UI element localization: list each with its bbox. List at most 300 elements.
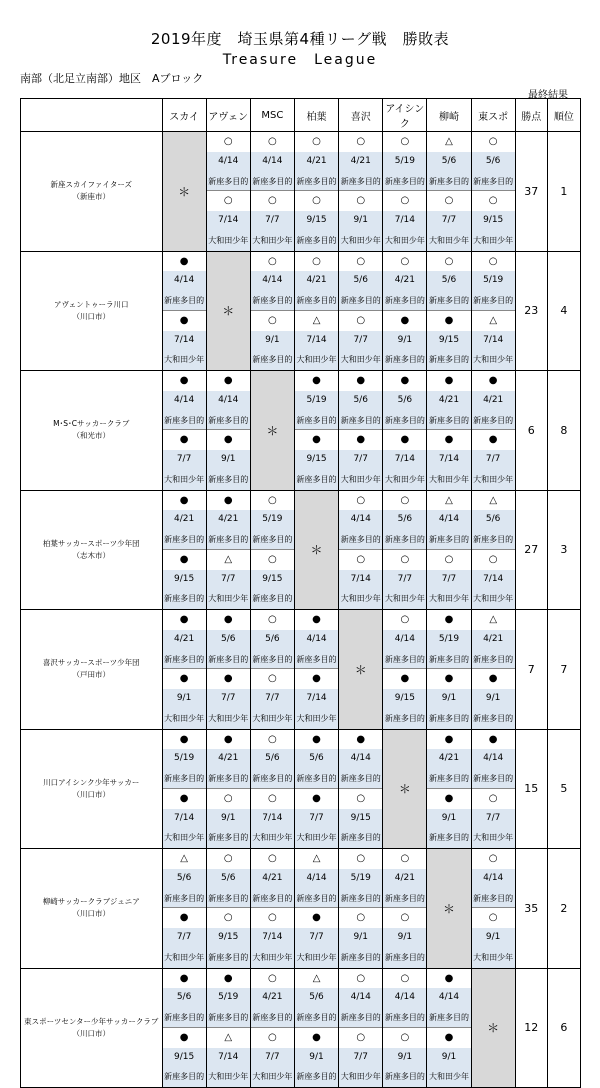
date-first-leg: 4/14 <box>339 749 382 769</box>
result-first-leg: ● <box>312 733 321 745</box>
venue-first-leg: 新座多目的 <box>383 291 426 311</box>
date-second-leg: 7/14 <box>383 211 426 231</box>
date-first-leg: 4/21 <box>163 510 206 530</box>
result-second-leg: ○ <box>268 673 277 685</box>
result-second-leg: ● <box>223 434 233 446</box>
result-first-leg: △ <box>445 494 453 506</box>
venue-first-leg: 新座多目的 <box>251 769 294 789</box>
result-first-leg: △ <box>180 853 188 864</box>
date-first-leg: 5/19 <box>295 391 338 411</box>
result-second-leg: ● <box>444 434 454 446</box>
self-match-cell: ＊ <box>427 849 471 969</box>
venue-second-leg: 新座多目的 <box>339 948 382 968</box>
result-second-leg: ○ <box>356 792 366 804</box>
match-cell <box>250 251 294 371</box>
venue-first-leg: 新座多目的 <box>339 530 382 550</box>
date-second-leg: 9/1 <box>295 1048 338 1068</box>
result-second-leg: ○ <box>488 912 498 924</box>
venue-first-leg: 新座多目的 <box>251 650 294 670</box>
result-first-leg: ● <box>356 733 366 745</box>
result-first-leg: ○ <box>268 255 277 267</box>
venue-second-leg: 大和田少年 <box>427 470 470 490</box>
match-cell <box>294 968 338 1088</box>
venue-first-leg: 新座多目的 <box>295 1008 338 1028</box>
match-cell <box>383 968 427 1088</box>
date-first-leg: 4/14 <box>251 271 294 291</box>
rank-cell: 7 <box>547 610 580 730</box>
venue-first-leg: 新座多目的 <box>383 530 426 550</box>
column-header-opponent: アイシンク <box>383 99 427 132</box>
venue-first-leg: 新座多目的 <box>427 769 470 789</box>
result-second-leg: ○ <box>223 912 233 924</box>
final-result-label: 最終結果 <box>528 90 568 101</box>
date-first-leg: 4/14 <box>383 988 426 1008</box>
date-first-leg: 4/14 <box>163 271 206 291</box>
points-cell: 23 <box>515 251 547 371</box>
date-first-leg: 4/21 <box>427 391 470 411</box>
result-first-leg: ○ <box>268 972 277 984</box>
team-name-cell <box>21 132 163 252</box>
team-name: 新座スカイファイターズ <box>50 180 133 190</box>
venue-first-leg: 新座多目的 <box>472 291 515 311</box>
match-cell <box>471 132 515 252</box>
venue-first-leg: 新座多目的 <box>427 291 470 311</box>
date-second-leg: 9/1 <box>207 809 250 829</box>
page-subtitle: Treasure League <box>222 52 378 68</box>
date-second-leg: 7/7 <box>427 570 470 590</box>
date-second-leg: 9/1 <box>472 928 515 948</box>
date-first-leg: 4/21 <box>339 152 382 172</box>
result-first-leg: ○ <box>268 733 277 745</box>
venue-first-leg: 新座多目的 <box>339 411 382 431</box>
result-second-leg: ● <box>444 1031 454 1043</box>
result-second-leg: ● <box>488 673 498 685</box>
date-second-leg: 7/7 <box>339 331 382 351</box>
date-second-leg: 7/14 <box>383 450 426 470</box>
venue-first-leg: 新座多目的 <box>163 650 206 670</box>
venue-second-leg: 大和田少年 <box>295 709 338 729</box>
match-cell <box>294 729 338 849</box>
venue-second-leg: 大和田少年 <box>472 231 515 251</box>
date-second-leg: 7/7 <box>207 689 250 709</box>
match-cell <box>471 490 515 610</box>
team-name-cell <box>21 849 163 969</box>
date-first-leg: 4/21 <box>383 271 426 291</box>
team-city: （和光市） <box>72 431 110 441</box>
date-first-leg: 5/19 <box>163 749 206 769</box>
result-first-leg: △ <box>489 494 498 506</box>
result-first-leg: ○ <box>312 136 321 147</box>
venue-first-leg: 新座多目的 <box>339 769 382 789</box>
result-first-leg: ○ <box>400 972 410 984</box>
date-second-leg: 7/7 <box>163 928 206 948</box>
venue-second-leg: 大和田少年 <box>207 709 250 729</box>
date-first-leg: 4/21 <box>207 510 250 530</box>
result-second-leg: △ <box>224 1031 233 1043</box>
date-second-leg: 9/1 <box>339 211 382 231</box>
table-row <box>21 849 581 969</box>
match-cell <box>294 610 338 730</box>
match-cell <box>294 371 338 491</box>
result-first-leg: ○ <box>356 136 366 147</box>
result-first-leg: ● <box>488 733 498 745</box>
points-cell: 7 <box>515 610 547 730</box>
venue-first-leg: 新座多目的 <box>163 1008 206 1028</box>
table-body <box>21 132 581 1088</box>
self-match-cell: ＊ <box>250 371 294 491</box>
result-second-leg: △ <box>224 553 233 565</box>
match-cell <box>471 371 515 491</box>
result-first-leg: ● <box>444 614 454 625</box>
self-match-cell: ＊ <box>471 968 515 1088</box>
date-first-leg: 5/19 <box>472 271 515 291</box>
venue-second-leg: 新座多目的 <box>383 709 426 729</box>
venue-second-leg: 大和田少年 <box>339 470 382 490</box>
venue-first-leg: 新座多目的 <box>472 172 515 192</box>
result-first-leg: ● <box>179 255 189 267</box>
date-second-leg: 9/15 <box>207 928 250 948</box>
date-second-leg: 9/15 <box>163 570 206 590</box>
date-second-leg: 9/15 <box>251 570 294 590</box>
venue-second-leg: 大和田少年 <box>163 948 206 968</box>
team-name-cell <box>21 729 163 849</box>
result-first-leg: ○ <box>400 255 410 267</box>
venue-first-leg: 新座多目的 <box>339 1008 382 1028</box>
date-second-leg: 7/14 <box>163 331 206 351</box>
date-second-leg: 7/7 <box>339 1048 382 1068</box>
venue-second-leg: 新座多目的 <box>251 350 294 370</box>
league-table <box>20 98 581 1088</box>
region-label: 南部（北足立南部）地区 Aブロック <box>20 72 204 85</box>
result-second-leg: ○ <box>268 1031 277 1043</box>
date-second-leg: 9/15 <box>163 1048 206 1068</box>
rank-cell: 4 <box>547 251 580 371</box>
date-first-leg: 4/14 <box>295 869 338 889</box>
venue-second-leg: 大和田少年 <box>472 589 515 609</box>
match-cell <box>250 132 294 252</box>
venue-first-leg: 新座多目的 <box>163 291 206 311</box>
result-first-leg: ○ <box>268 853 277 864</box>
date-first-leg: 4/21 <box>472 391 515 411</box>
match-cell <box>383 371 427 491</box>
date-first-leg: 4/14 <box>207 391 250 411</box>
result-second-leg: ○ <box>488 553 498 565</box>
date-first-leg: 4/21 <box>427 749 470 769</box>
date-first-leg: 5/6 <box>251 749 294 769</box>
date-second-leg: 9/15 <box>295 211 338 231</box>
match-cell <box>206 968 250 1088</box>
result-first-leg: ○ <box>223 853 233 864</box>
result-first-leg: ● <box>223 614 233 625</box>
result-first-leg: ● <box>179 494 189 506</box>
result-first-leg: ● <box>356 375 366 386</box>
date-second-leg: 9/1 <box>207 450 250 470</box>
venue-second-leg: 大和田少年 <box>472 350 515 370</box>
result-first-leg: ○ <box>356 255 366 267</box>
column-header-opponent: 柳崎 <box>427 99 471 132</box>
result-second-leg: ● <box>312 1031 321 1043</box>
venue-second-leg: 大和田少年 <box>163 470 206 490</box>
points-cell: 6 <box>515 371 547 491</box>
date-second-leg: 7/7 <box>251 211 294 231</box>
venue-second-leg: 新座多目的 <box>339 828 382 848</box>
venue-first-leg: 新座多目的 <box>251 291 294 311</box>
date-second-leg: 7/14 <box>163 809 206 829</box>
date-first-leg: 4/21 <box>383 869 426 889</box>
column-header-points: 勝点 <box>515 99 547 132</box>
venue-second-leg: 新座多目的 <box>207 828 250 848</box>
result-second-leg: ● <box>312 673 321 685</box>
date-first-leg: 5/6 <box>207 869 250 889</box>
venue-second-leg: 大和田少年 <box>295 350 338 370</box>
venue-first-leg: 新座多目的 <box>383 650 426 670</box>
result-second-leg: ○ <box>400 553 410 565</box>
match-cell <box>383 849 427 969</box>
venue-second-leg: 大和田少年 <box>472 828 515 848</box>
venue-first-leg: 新座多目的 <box>383 1008 426 1028</box>
date-second-leg: 9/1 <box>472 689 515 709</box>
table-row <box>21 251 581 371</box>
venue-first-leg: 新座多目的 <box>207 1008 250 1028</box>
result-first-leg: ● <box>312 614 321 625</box>
team-name: 柏葉サッカースポーツ少年団 <box>42 538 140 548</box>
venue-second-leg: 大和田少年 <box>163 828 206 848</box>
result-second-leg: ○ <box>400 195 410 207</box>
date-first-leg: 4/14 <box>339 510 382 530</box>
venue-second-leg: 大和田少年 <box>339 1067 382 1087</box>
self-match-cell: ＊ <box>206 251 250 371</box>
match-cell <box>427 132 471 252</box>
venue-second-leg: 大和田少年 <box>339 589 382 609</box>
venue-second-leg: 大和田少年 <box>427 589 470 609</box>
column-header-opponent: アヴェン <box>206 99 250 132</box>
venue-first-leg: 新座多目的 <box>207 530 250 550</box>
date-second-leg: 9/15 <box>427 331 470 351</box>
venue-first-leg: 新座多目的 <box>163 769 206 789</box>
result-second-leg: ● <box>400 673 410 685</box>
date-first-leg: 5/6 <box>383 391 426 411</box>
date-first-leg: 5/6 <box>251 630 294 650</box>
result-second-leg: ○ <box>488 195 498 207</box>
venue-second-leg: 新座多目的 <box>207 948 250 968</box>
result-first-leg: ● <box>179 375 189 386</box>
date-first-leg: 5/6 <box>339 391 382 411</box>
result-second-leg: ● <box>179 912 189 924</box>
venue-second-leg: 大和田少年 <box>383 470 426 490</box>
match-cell <box>339 968 383 1088</box>
match-cell <box>206 729 250 849</box>
venue-second-leg: 新座多目的 <box>427 709 470 729</box>
date-second-leg: 9/1 <box>427 809 470 829</box>
date-second-leg: 9/1 <box>427 1048 470 1068</box>
date-second-leg: 9/1 <box>163 689 206 709</box>
corner-cell <box>21 99 163 132</box>
result-second-leg: ○ <box>268 553 277 565</box>
match-cell <box>294 849 338 969</box>
table-row <box>21 610 581 730</box>
result-second-leg: ○ <box>444 553 454 565</box>
venue-first-leg: 新座多目的 <box>207 650 250 670</box>
venue-first-leg: 新座多目的 <box>339 172 382 192</box>
venue-first-leg: 新座多目的 <box>427 411 470 431</box>
points-cell: 35 <box>515 849 547 969</box>
team-city: （新座市） <box>72 192 110 202</box>
match-cell <box>206 132 250 252</box>
venue-first-leg: 新座多目的 <box>383 411 426 431</box>
date-second-leg: 7/14 <box>339 570 382 590</box>
venue-first-leg: 新座多目的 <box>251 530 294 550</box>
result-second-leg: ● <box>488 434 498 446</box>
date-second-leg: 9/1 <box>383 928 426 948</box>
date-first-leg: 4/14 <box>427 510 470 530</box>
result-first-leg: ○ <box>268 494 277 506</box>
date-first-leg: 5/19 <box>251 510 294 530</box>
venue-first-leg: 新座多目的 <box>295 769 338 789</box>
venue-second-leg: 大和田少年 <box>295 948 338 968</box>
date-first-leg: 5/6 <box>295 988 338 1008</box>
match-cell <box>339 132 383 252</box>
date-first-leg: 4/21 <box>163 630 206 650</box>
date-first-leg: 4/21 <box>295 271 338 291</box>
date-first-leg: 5/19 <box>427 630 470 650</box>
result-first-leg: ● <box>444 972 454 984</box>
venue-first-leg: 新座多目的 <box>472 889 515 909</box>
match-cell <box>427 610 471 730</box>
match-cell <box>250 490 294 610</box>
date-first-leg: 4/14 <box>472 869 515 889</box>
result-second-leg: ○ <box>488 792 498 804</box>
date-first-leg: 5/19 <box>207 988 250 1008</box>
date-second-leg: 7/7 <box>295 809 338 829</box>
venue-second-leg: 大和田少年 <box>427 1067 470 1087</box>
date-second-leg: 7/14 <box>427 450 470 470</box>
match-cell <box>250 729 294 849</box>
match-cell <box>339 490 383 610</box>
result-second-leg: ● <box>179 673 189 685</box>
result-second-leg: ● <box>223 673 233 685</box>
date-second-leg: 7/14 <box>295 331 338 351</box>
venue-second-leg: 大和田少年 <box>251 948 294 968</box>
date-first-leg: 5/6 <box>383 510 426 530</box>
table-row <box>21 490 581 610</box>
result-second-leg: ● <box>400 314 410 326</box>
date-second-leg: 9/15 <box>295 450 338 470</box>
match-cell <box>250 610 294 730</box>
result-first-leg: ● <box>444 375 454 386</box>
team-city: （川口市） <box>72 789 110 799</box>
date-second-leg: 9/1 <box>427 689 470 709</box>
venue-second-leg: 大和田少年 <box>163 709 206 729</box>
venue-first-leg: 新座多目的 <box>339 291 382 311</box>
venue-first-leg: 新座多目的 <box>207 411 250 431</box>
match-cell <box>383 132 427 252</box>
date-first-leg: 5/6 <box>339 271 382 291</box>
match-cell <box>339 729 383 849</box>
date-first-leg: 5/6 <box>472 510 515 530</box>
result-first-leg: △ <box>312 972 321 984</box>
result-second-leg: ● <box>444 792 454 804</box>
points-cell: 12 <box>515 968 547 1088</box>
date-first-leg: 4/14 <box>383 630 426 650</box>
date-second-leg: 7/7 <box>295 928 338 948</box>
venue-second-leg: 大和田少年 <box>207 1067 250 1087</box>
venue-first-leg: 新座多目的 <box>207 172 250 192</box>
match-cell <box>471 849 515 969</box>
venue-second-leg: 新座多目的 <box>383 1067 426 1087</box>
result-first-leg: ● <box>444 733 454 745</box>
table-row <box>21 968 581 1088</box>
venue-first-leg: 新座多目的 <box>472 650 515 670</box>
column-header-opponent: 東スポ <box>471 99 515 132</box>
result-first-leg: ● <box>223 972 233 984</box>
team-name-cell <box>21 251 163 371</box>
rank-cell: 5 <box>547 729 580 849</box>
self-match-cell: ＊ <box>162 132 206 252</box>
header-row <box>21 99 581 132</box>
venue-second-leg: 大和田少年 <box>251 1067 294 1087</box>
result-first-leg: ○ <box>400 136 410 147</box>
team-name: 東スポーツセンター少年サッカークラブ <box>24 1016 159 1026</box>
team-name: アヴェントゥーラ川口 <box>53 299 129 309</box>
column-header-rank: 順位 <box>547 99 580 132</box>
team-city: （川口市） <box>72 909 110 919</box>
date-second-leg: 7/14 <box>251 809 294 829</box>
date-first-leg: 4/21 <box>472 630 515 650</box>
result-first-leg: ○ <box>488 136 498 147</box>
result-first-leg: ● <box>488 375 498 386</box>
venue-first-leg: 新座多目的 <box>472 769 515 789</box>
venue-second-leg: 新座多目的 <box>427 828 470 848</box>
date-first-leg: 5/6 <box>427 271 470 291</box>
date-first-leg: 5/6 <box>427 152 470 172</box>
result-first-leg: ● <box>223 375 233 386</box>
date-second-leg: 9/1 <box>251 331 294 351</box>
date-second-leg: 7/14 <box>251 928 294 948</box>
result-second-leg: ○ <box>400 1031 410 1043</box>
date-first-leg: 4/14 <box>472 749 515 769</box>
column-header-opponent: MSC <box>250 99 294 132</box>
date-first-leg: 4/14 <box>339 988 382 1008</box>
venue-first-leg: 新座多目的 <box>383 889 426 909</box>
venue-second-leg: 大和田少年 <box>295 828 338 848</box>
match-cell <box>162 251 206 371</box>
result-first-leg: ○ <box>400 853 410 864</box>
result-second-leg: ● <box>179 314 189 326</box>
team-name: M･S･Cサッカークラブ <box>53 419 130 429</box>
result-second-leg: ○ <box>312 195 321 207</box>
result-second-leg: ○ <box>356 314 366 326</box>
result-first-leg: ● <box>223 733 233 745</box>
match-cell <box>427 251 471 371</box>
match-cell <box>206 371 250 491</box>
result-second-leg: ○ <box>400 912 410 924</box>
result-first-leg: △ <box>489 614 498 625</box>
result-second-leg: ○ <box>268 314 277 326</box>
result-first-leg: ○ <box>444 255 454 267</box>
venue-second-leg: 大和田少年 <box>472 948 515 968</box>
date-second-leg: 7/7 <box>383 570 426 590</box>
venue-second-leg: 大和田少年 <box>383 231 426 251</box>
venue-first-leg: 新座多目的 <box>207 769 250 789</box>
result-second-leg: △ <box>312 314 321 326</box>
result-second-leg: ○ <box>444 195 454 207</box>
venue-second-leg: 新座多目的 <box>163 1067 206 1087</box>
result-first-leg: ○ <box>356 494 366 506</box>
venue-first-leg: 新座多目的 <box>295 889 338 909</box>
result-first-leg: ○ <box>356 972 366 984</box>
match-cell <box>471 610 515 730</box>
team-name: 柳崎サッカークラブジュニア <box>42 897 140 907</box>
